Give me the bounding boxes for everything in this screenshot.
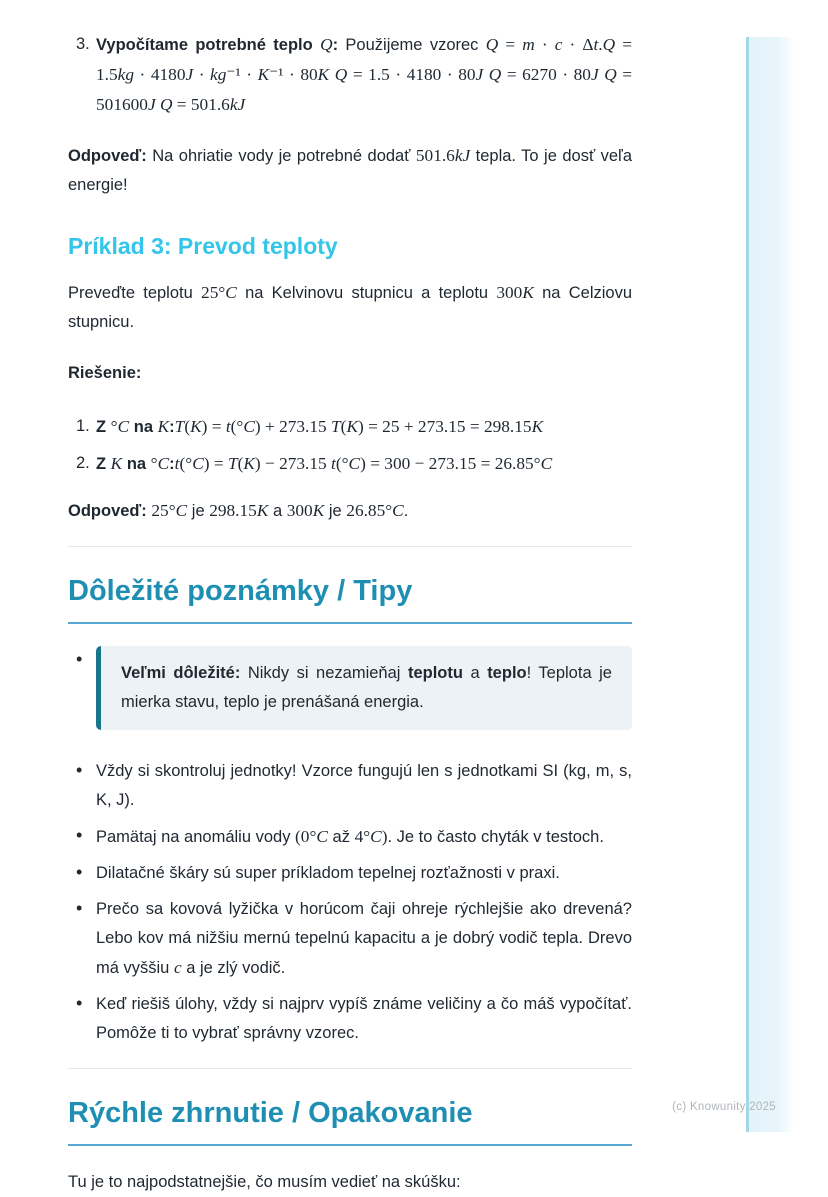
section-divider <box>68 1068 632 1069</box>
answer2-text-1: je <box>187 502 210 520</box>
math-4c: 4°C) <box>354 827 388 846</box>
tip-text: až <box>327 828 355 846</box>
math-0c: (0°C <box>295 827 328 846</box>
bullet-icon: • <box>76 649 83 669</box>
callout-text-2: a <box>462 664 488 682</box>
callout-text-1: Nikdy si nezamieňaj <box>240 664 408 682</box>
step2-math-formula: t(°C) = T(K) − 273.15 t(°C) = 300 − 273.15 = 26.85°C <box>174 454 553 473</box>
math-2685c: 26.85°C <box>346 501 404 520</box>
callout-list-item <box>68 646 632 730</box>
step-k-to-c <box>68 449 632 479</box>
math-formula-heat: Q = m · c · Δt.Q = 1.5kg · 4180J · kg⁻¹ · K⁻¹ · 80K Q = 1.5 · 4180 · 80J Q = 6270 · 80J Q = 501600J Q = 501.6kJ <box>96 35 633 114</box>
tip-text: Prečo sa kovová lyžička v horúcom čaji ohreje rýchlejšie ako drevená? Lebo kov má nižšiu mernú tepelnú kapacitu a je dobrý vodič tepla. Drevo má vyššiu <box>96 900 632 977</box>
step1-math-k: K <box>157 417 170 436</box>
step2-math-k: K <box>110 454 123 473</box>
math-value-kj: 501.6kJ <box>415 146 471 165</box>
answer-label: Odpoveď: <box>68 502 147 520</box>
math-298k: 298.15K <box>209 501 269 520</box>
task-text-1: Preveďte teplotu <box>68 284 202 302</box>
calculation-list <box>68 30 632 120</box>
tip-write-knowns <box>68 990 632 1048</box>
answer-text-after: tepla. To je dosť veľa energie! <box>68 147 632 194</box>
math-300k: 300K <box>286 501 325 520</box>
step1-colon: : <box>169 418 175 436</box>
answer-label: Odpoveď: <box>68 147 147 165</box>
answer-text-before: Na ohriatie vody je potrebné dodať <box>146 147 416 165</box>
task-paragraph <box>68 278 632 337</box>
step2-colon: : <box>169 455 175 473</box>
math-c: c <box>173 958 182 977</box>
callout-text-3: ! Teplota je mierka stavu, teplo je prenášaná energia. <box>121 664 612 711</box>
list-number: 1. <box>76 417 90 435</box>
step-c-to-k <box>68 412 632 442</box>
step2-bold-z: Z <box>96 455 111 473</box>
callout-list <box>68 646 632 730</box>
step1-math-c: °C <box>110 417 130 436</box>
tips-list <box>68 757 632 1048</box>
calc-heat-colon: : <box>332 36 339 54</box>
list-number: 3. <box>76 35 90 53</box>
answer-paragraph-heat <box>68 141 632 200</box>
answer2-text-3: je <box>324 502 347 520</box>
page-heading-summary: Rýchle zhrnutie / Opakovanie <box>68 1096 632 1146</box>
tip-text: a je zlý vodič. <box>181 959 286 977</box>
callout-bold-lead: Veľmi dôležité: <box>121 664 241 682</box>
tip-text: Keď riešiš úlohy, vždy si najprv vypíš známe veličiny a čo máš vypočítať. Pomôže ti to vybrať správny vzorec. <box>96 995 632 1042</box>
page-heading-notes: Dôležité poznámky / Tipy <box>68 574 632 624</box>
answer2-text-2: a <box>268 502 287 520</box>
calc-heat-bold-lead: Vypočítame potrebné teplo <box>96 36 321 54</box>
copyright-footer: (c) Knowunity 2025 <box>672 1101 776 1113</box>
math-25c: 25°C <box>151 501 188 520</box>
task-text-3: na Celziovu stupnicu. <box>68 284 632 331</box>
bullet-icon: • <box>76 760 83 780</box>
tip-water-anomaly <box>68 822 632 852</box>
step2-math-c: °C <box>150 454 170 473</box>
answer-paragraph-conversion <box>68 496 632 526</box>
step1-bold-na: na <box>129 418 158 436</box>
bullet-icon: • <box>76 862 83 882</box>
tip-text: Vždy si skontroluj jednotky! Vzorce fungujú len s jednotkami SI (kg, m, s, K, J). <box>96 762 632 809</box>
math-25c: 25°C <box>201 283 237 302</box>
step1-math-formula: T(K) = t(°C) + 273.15 T(K) = 25 + 273.15 = 298.15K <box>174 417 544 436</box>
task-text-2: na Kelvinovu stupnicu a teplotu <box>236 284 497 302</box>
tip-text: . Je to často chyták v testoch. <box>387 828 604 846</box>
callout-bold-teplo: teplo <box>487 664 527 682</box>
calc-heat-plain: Použijeme vzorec <box>338 36 486 54</box>
list-item-calc-heat <box>68 30 632 120</box>
tip-expansion-gaps <box>68 859 632 888</box>
solution-label-text: Riešenie: <box>68 364 142 382</box>
section-divider <box>68 546 632 547</box>
answer2-period: . <box>403 502 409 520</box>
tip-units <box>68 757 632 815</box>
step2-bold-na: na <box>122 455 151 473</box>
step1-bold-z: Z <box>96 418 111 436</box>
conversion-steps-list <box>68 412 632 479</box>
tip-text: Dilatačné škáry sú super príkladom tepelnej rozťažnosti v praxi. <box>96 864 560 882</box>
callout-bold-teplotu: teplotu <box>407 664 463 682</box>
math-symbol-q: Q <box>320 35 333 54</box>
math-300k: 300K <box>496 283 534 302</box>
bullet-icon: • <box>76 825 83 845</box>
important-callout <box>96 646 632 730</box>
tip-metal-spoon <box>68 895 632 983</box>
solution-label <box>68 359 632 388</box>
bullet-icon: • <box>76 993 83 1013</box>
section-heading-example3: Príklad 3: Prevod teploty <box>68 233 338 259</box>
list-number: 2. <box>76 454 90 472</box>
tip-text: Pamätaj na anomáliu vody <box>96 828 296 846</box>
bullet-icon: • <box>76 898 83 918</box>
summary-intro: Tu je to najpodstatnejšie, čo musím vedieť na skúšku: <box>68 1173 461 1191</box>
